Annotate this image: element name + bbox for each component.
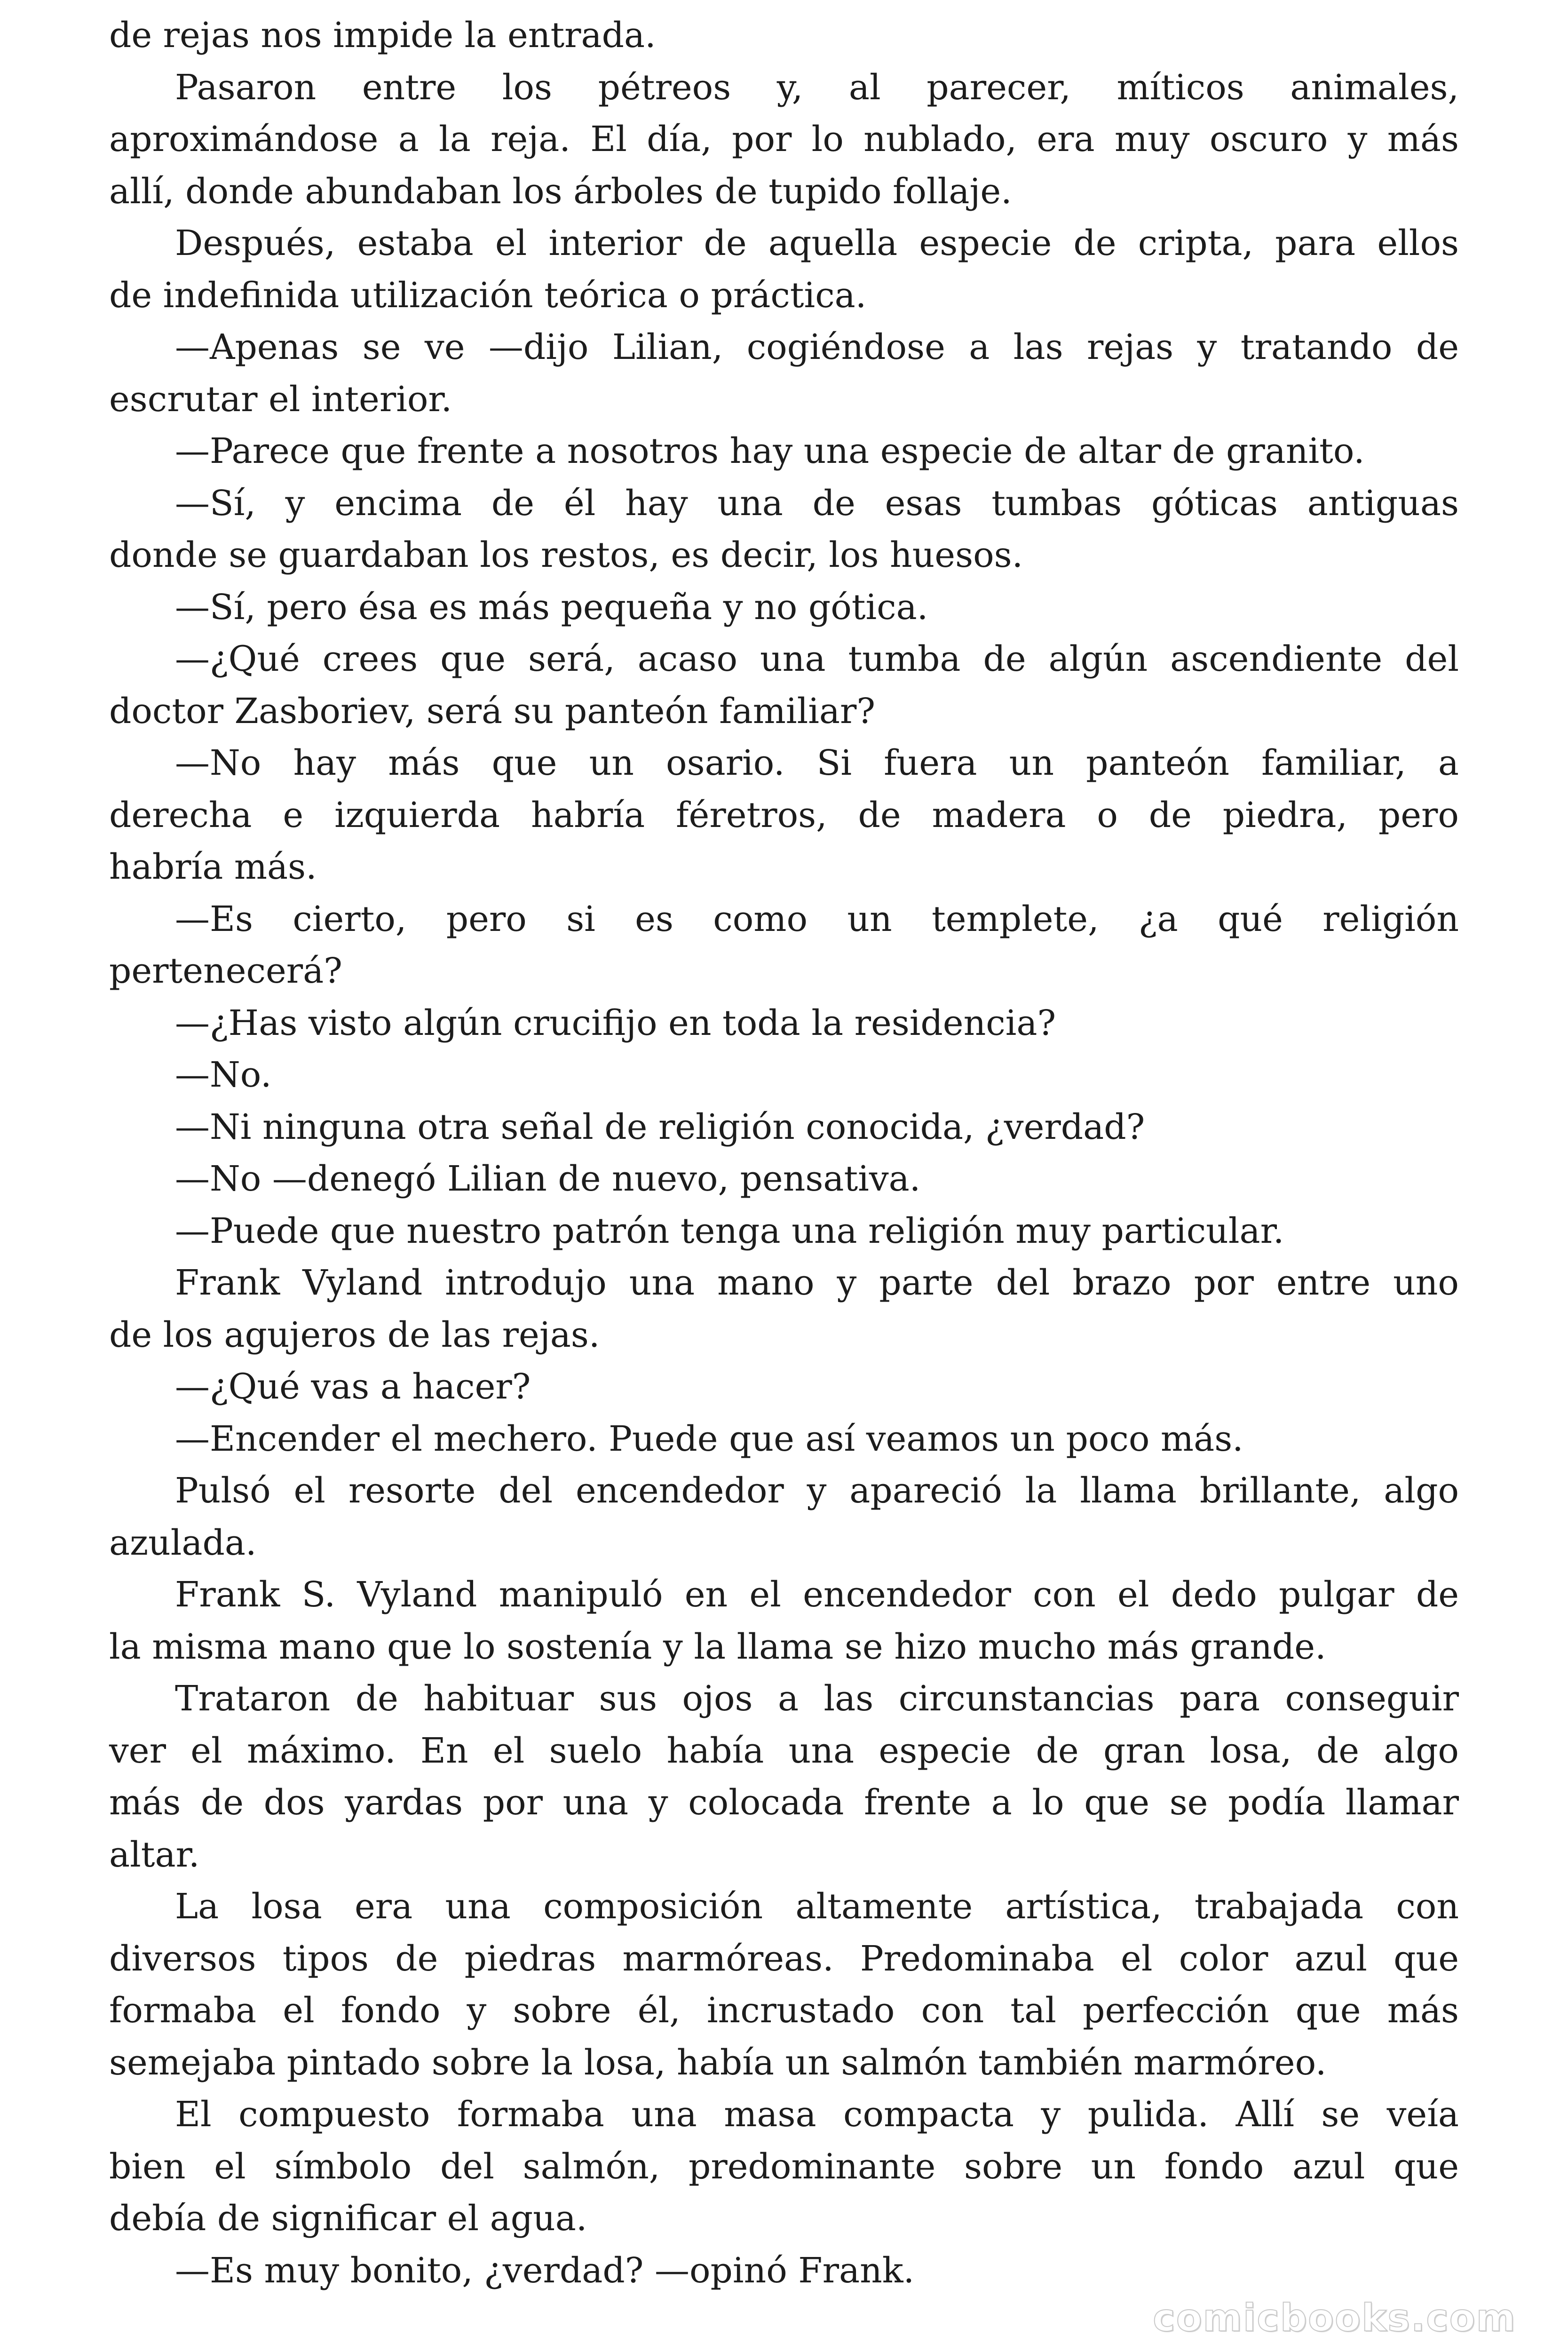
paragraph-first-line: —No —denegó Lilian de nuevo, pensativa.: [175, 1159, 921, 1199]
paragraph-line: altar.: [109, 1834, 200, 1875]
paragraph-first-line: de rejas nos impide la entrada.: [109, 15, 656, 56]
paragraph-first-line: —Sí, y encima de él hay una de esas tumbas góticas antiguas: [175, 483, 1459, 524]
paragraph-first-line: —No.: [175, 1055, 272, 1095]
paragraph-line: escrutar el interior.: [109, 379, 452, 420]
paragraph-first-line: Pasaron entre los pétreos y, al parecer, míticos animales,: [175, 67, 1459, 108]
paragraph-line: semejaba pintado sobre la losa, había un salmón también marmóreo.: [109, 2042, 1327, 2083]
paragraph-first-line: —Apenas se ve —dijo Lilian, cogiéndose a las rejas y tratando de: [175, 327, 1459, 367]
paragraph-first-line: Trataron de habituar sus ojos a las circunstancias para conseguir: [175, 1678, 1459, 1719]
book-page-text: [109, 9, 1459, 2296]
paragraph-line: de indefinida utilización teórica o práctica.: [109, 275, 867, 316]
paragraph-first-line: —Parece que frente a nosotros hay una especie de altar de granito.: [175, 431, 1365, 471]
paragraph-first-line: —Es muy bonito, ¿verdad? —opinó Frank.: [175, 2250, 915, 2291]
paragraph-line: derecha e izquierda habría féretros, de madera o de piedra, pero: [109, 795, 1459, 835]
watermark-logo: comicbooks.com: [1153, 2296, 1516, 2340]
paragraph-first-line: Pulsó el resorte del encendedor y apareció la llama brillante, algo: [175, 1470, 1459, 1511]
paragraph-line: pertenecerá?: [109, 951, 342, 991]
paragraph-first-line: El compuesto formaba una masa compacta y pulida. Allí se veía: [175, 2094, 1459, 2135]
paragraph-line: aproximándose a la reja. El día, por lo nublado, era muy oscuro y más: [109, 119, 1459, 159]
paragraph-line: allí, donde abundaban los árboles de tupido follaje.: [109, 171, 1012, 212]
paragraph-line: azulada.: [109, 1522, 257, 1563]
paragraph-first-line: —Es cierto, pero si es como un templete, ¿a qué religión: [175, 898, 1459, 939]
paragraph-line: formaba el fondo y sobre él, incrustado con tal perfección que más: [109, 1990, 1459, 2031]
paragraph-line: debía de significar el agua.: [109, 2198, 587, 2239]
paragraph-line: ver el máximo. En el suelo había una especie de gran losa, de algo: [109, 1730, 1459, 1771]
paragraph-line: bien el símbolo del salmón, predominante sobre un fondo azul que: [109, 2146, 1459, 2187]
paragraph-line: más de dos yardas por una y colocada frente a lo que se podía llamar: [109, 1782, 1459, 1823]
paragraph-first-line: Frank Vyland introdujo una mano y parte del brazo por entre uno: [175, 1263, 1459, 1303]
paragraph-first-line: —No hay más que un osario. Si fuera un panteón familiar, a: [175, 743, 1459, 783]
paragraph-first-line: —¿Has visto algún crucifijo en toda la residencia?: [175, 1002, 1056, 1043]
paragraph-first-line: Frank S. Vyland manipuló en el encendedor con el dedo pulgar de: [175, 1574, 1459, 1615]
paragraph-first-line: —¿Qué crees que será, acaso una tumba de algún ascendiente del: [175, 639, 1459, 679]
paragraph-line: doctor Zasboriev, será su panteón familiar?: [109, 691, 876, 731]
paragraph-first-line: Después, estaba el interior de aquella especie de cripta, para ellos: [175, 223, 1459, 263]
paragraph-line: diversos tipos de piedras marmóreas. Predominaba el color azul que: [109, 1938, 1459, 1979]
paragraph-line: de los agujeros de las rejas.: [109, 1314, 600, 1355]
paragraph-first-line: —Puede que nuestro patrón tenga una religión muy particular.: [175, 1210, 1284, 1251]
paragraph-first-line: La losa era una composición altamente artística, trabajada con: [175, 1886, 1459, 1927]
paragraph-first-line: —Sí, pero ésa es más pequeña y no gótica.: [175, 587, 928, 628]
paragraph-first-line: —Ni ninguna otra señal de religión conocida, ¿verdad?: [175, 1106, 1145, 1147]
paragraph-line: la misma mano que lo sostenía y la llama se hizo mucho más grande.: [109, 1626, 1326, 1667]
paragraph-line: donde se guardaban los restos, es decir, los huesos.: [109, 535, 1023, 575]
paragraph-line: habría más.: [109, 847, 317, 887]
paragraph-first-line: —Encender el mechero. Puede que así veamos un poco más.: [175, 1418, 1243, 1459]
paragraph-first-line: —¿Qué vas a hacer?: [175, 1367, 531, 1407]
